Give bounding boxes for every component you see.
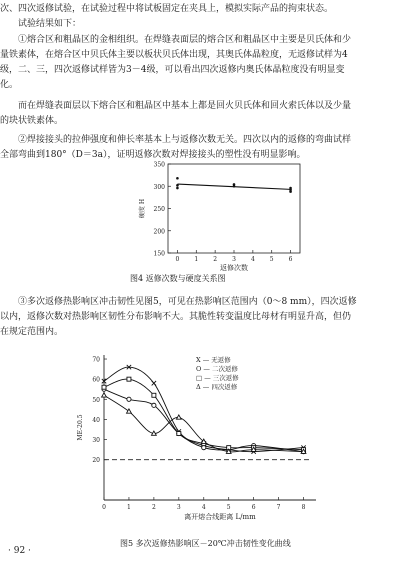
fig4-data-point bbox=[176, 177, 179, 180]
fig5-xtick-label: 6 bbox=[251, 504, 256, 511]
fig4-data-point bbox=[176, 184, 179, 187]
text-line: 以内，返修次数对热影响区韧性分布影响不大。其脆性转变温度比母材有明显升高，但仍 bbox=[0, 312, 352, 322]
figure-4-caption: 图4 返修次数与硬度关系图 bbox=[130, 274, 226, 283]
fig5-ytick-label: 20 bbox=[92, 457, 100, 465]
fig4-xtick-label: 1 bbox=[194, 256, 199, 263]
fig5-ytick-label: 60 bbox=[92, 376, 100, 384]
fig5-ytick-label: 50 bbox=[92, 396, 100, 404]
fig5-legend-entry: Δ — 四次返修 bbox=[196, 383, 238, 391]
fig5-xtick-label: 2 bbox=[151, 504, 156, 511]
fig5-xtick-label: 8 bbox=[301, 504, 306, 511]
fig4-ytick-label: 350 bbox=[153, 161, 165, 169]
text-line: 量铁素体，在熔合区中贝氏体主要以板状贝氏体出现，其奥氏体晶粒度，无返修试样为4 bbox=[0, 50, 348, 60]
text-line: 化。 bbox=[0, 80, 19, 90]
fig5-data-point bbox=[151, 431, 156, 435]
text-line: 在规定范围内。 bbox=[0, 327, 64, 337]
fig5-data-point bbox=[177, 432, 181, 436]
text-line: 的块状铁素体。 bbox=[0, 116, 64, 126]
fig5-data-point bbox=[127, 377, 131, 381]
fig4-ytick-label: 250 bbox=[153, 206, 165, 213]
fig4-xtick-label: 4 bbox=[250, 256, 255, 263]
figure-5-caption: 图5 多次返修热影响区－20℃冲击韧性变化曲线 bbox=[120, 539, 291, 548]
text-line: 次、四次返修试验，在试验过程中将试板固定在夹具上，模拟实际产品的拘束状态。 bbox=[0, 4, 334, 14]
fig5-xtick-label: 4 bbox=[201, 504, 206, 511]
fig5-legend-entry: □ — 三次返修 bbox=[196, 374, 239, 382]
fig4-ylabel: 硬度 H bbox=[139, 198, 146, 219]
fig5-ylabel: ME-20.5 bbox=[77, 414, 84, 441]
fig5-data-point bbox=[102, 393, 107, 397]
fig5-xtick-label: 1 bbox=[127, 504, 131, 511]
text-line: ③多次返修热影响区冲击韧性见图5，可见在热影响区范围内（0～8 mm），四次返修 bbox=[18, 297, 357, 307]
fig4-data-point bbox=[176, 187, 179, 190]
text-line: 试验结果如下： bbox=[18, 19, 82, 29]
fig5-xlabel: 离开熔合线距离 L/mm bbox=[184, 513, 256, 521]
text-line: 全部弯曲到180°（D＝3a），证明返修次数对焊接接头的塑性没有明显影响。 bbox=[0, 150, 306, 160]
fig4-xtick-label: 2 bbox=[213, 256, 218, 263]
fig4-xtick-label: 0 bbox=[175, 256, 180, 263]
fig4-xlabel: 返修次数 bbox=[220, 264, 248, 272]
fig5-ytick-label: 30 bbox=[92, 437, 100, 445]
fig5-legend-entry: X — 无返修 bbox=[196, 356, 231, 364]
fig5-legend-entry: O — 二次返修 bbox=[196, 365, 238, 373]
fig4-data-point bbox=[233, 185, 236, 188]
fig5-xtick-label: 3 bbox=[176, 504, 181, 511]
fig4-ytick-label: 300 bbox=[153, 183, 165, 191]
fig5-xtick-label: 0 bbox=[102, 504, 106, 511]
page-number: · 92 · bbox=[8, 546, 31, 556]
fig5-data-point bbox=[202, 446, 206, 450]
fig4-xtick-label: 5 bbox=[269, 256, 274, 263]
text-line: 而在焊缝表面层以下熔合区和粗晶区中基本上都是回火贝氏体和回火索氏体以及少量 bbox=[18, 101, 352, 111]
fig5-xtick-label: 7 bbox=[276, 504, 281, 511]
fig5-data-point bbox=[127, 397, 131, 401]
fig5-ytick-label: 40 bbox=[92, 416, 100, 424]
fig5-ytick-label: 70 bbox=[92, 356, 100, 364]
fig5-data-point bbox=[152, 403, 156, 407]
fig4-ytick-label: 150 bbox=[153, 250, 165, 258]
fig4-ytick-label: 200 bbox=[153, 228, 165, 236]
fig4-frame bbox=[168, 164, 300, 253]
fig5-data-point bbox=[127, 409, 132, 413]
fig5-data-point bbox=[102, 385, 106, 389]
text-line: ②焊接接头的拉伸强度和伸长率基本上与返修次数无关。四次以内的返修的弯曲试样 bbox=[18, 135, 352, 145]
text-line: ①熔合区和粗晶区的金相组织。在焊缝表面层的熔合区和粗晶区中主要是贝氏体和少 bbox=[18, 35, 352, 45]
fig4-xtick-label: 6 bbox=[288, 256, 293, 263]
fig4-data-point bbox=[289, 190, 292, 193]
text-line: 级，二、三，四次返修试样皆为3－4级，可以看出四次返修内奥氏体晶粒度没有明显变 bbox=[0, 65, 345, 75]
fig4-xtick-label: 3 bbox=[232, 256, 236, 263]
fig5-data-point bbox=[152, 381, 156, 385]
paragraph-impact bbox=[0, 295, 420, 340]
fig5-data-point bbox=[152, 393, 156, 397]
fig5-data-point bbox=[176, 415, 181, 419]
fig5-xtick-label: 5 bbox=[226, 504, 231, 511]
